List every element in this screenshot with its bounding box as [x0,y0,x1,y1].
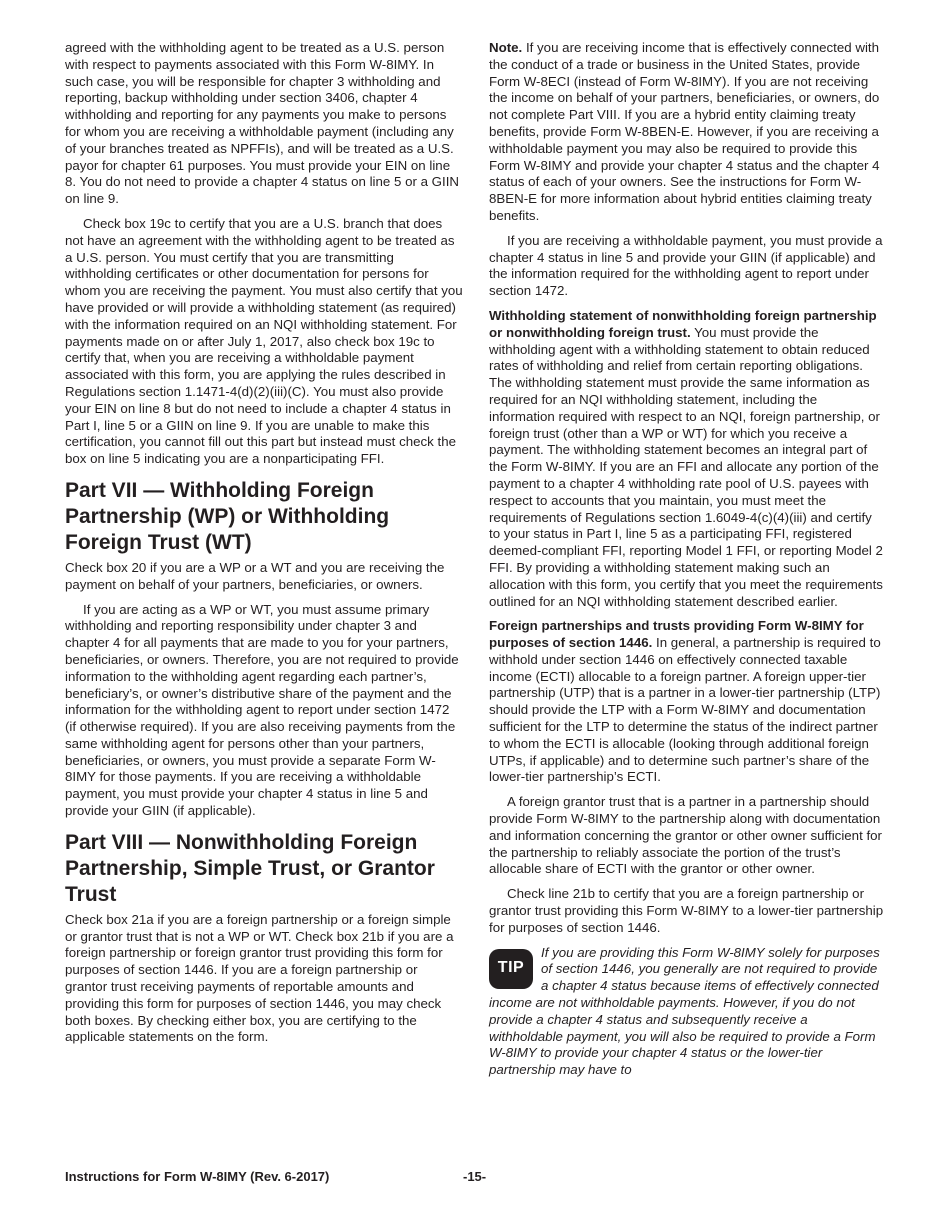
tip-icon [489,949,533,989]
tip-label: TIP [497,959,525,977]
page-number: -15- [463,1169,487,1184]
paragraph: agreed with the withholding agent to be treated as a U.S. person with respect to payments associated with this Form W-8IMY. In such case, you will be responsible for chapter 3 withholding and reporting, backup withholding under section 3406, chapter 4 withholding and reporting for any payments you make to persons for whom you are receiving a withholdable payment (including any of your branches treated as NPFFIs), and will be treated as a U.S. payor for chapter 61 purposes. You must provide your EIN on line 8. You do not need to provide a chapter 4 status on line 5 or a GIIN on line 9. [65,40,460,207]
heading-part-vii: Part VII — Withholding Foreign Partnership (WP) or Withholding Foreign Trust (WT) [65,478,390,554]
paragraph: Check box 19c to certify that you are a U.S. branch that does not have an agreement with the withholding agent to be treated as a U.S. person. You must certify that you are transmitting withholding certificates or other documentation for persons for whom you are receiving the payment. You must also certify that you have provided or will provide a withholding statement (as required) with the information required on an NQI withholding statement. For payments made on or after July 1, 2017, also check box 19c to certify that, when you are receiving a withholdable payment associated with this form, you are applying the rules described in Regulations section 1.1471-4(d)(2)(iii)(C). You must also provide your EIN on line 8 but do not need to include a chapter 4 status in Part I, line 5 or a GIIN on line 9. If you are unable to make this certification, you cannot fill out this part but instead must check the box on line 5 indicating you are a nonparticipating FFI. [65,215,463,467]
note-text: If you are receiving income that is effectively connected with the conduct of a trade or business in the United States, provide Form W-8ECI (instead of Form W-8IMY). If you are not receiving the income on behalf of your partners, beneficiaries, or owners, do not complete Part VIII. If you are a hybrid entity claiming treaty benefits, provide Form W-8BEN-E. However, if you are receiving a withholdable payment you may also be required to provide this Form W-8IMY and provide your chapter 4 status and the chapter 4 status of each of your owners. See the instructions for Form W-8BEN-E for more information about hybrid entities claiming treaty benefits. [489,40,880,223]
page-footer [65,1169,885,1187]
section-1446-heading: Foreign partnerships and trusts providing Form W-8IMY for purposes of section 1446. [489,618,864,651]
note-label: Note. [489,40,523,55]
paragraph: Check line 21b to certify that you are a foreign partnership or grantor trust providing this Form W-8IMY to a lower-tier partnership for purposes of section 1446. [489,886,884,935]
paragraph: Check box 20 if you are a WP or a WT and you are receiving the payment on behalf of your partners, beneficiaries, or owners. [65,559,445,592]
section-1446-text: In general, a partnership is required to withhold under section 1446 on effectively connected taxable income (ECTI) allocable to a foreign partner. A foreign upper-tier partnership (UTP) that is a partner in a lower-tier partnership (LTP) should provide the LTP with a Form W-8IMY and documentation sufficient for the LTP to determine the status of the indirect partner to whom the ECTI is allocable (looking through additional foreign UTPs, if applicable) and to determine such partner’s share of the lower-tier partnership’s ECTI. [489,635,881,785]
tip-box [489,945,885,1079]
paragraph: A foreign grantor trust that is a partner in a partnership should provide Form W-8IMY to the partnership along with documentation and information concerning the grantor or other owner sufficient for the partnership to reliably associate the portion of the trust’s allocable share of ECTI with the grantor or other owner. [489,794,882,877]
withholding-statement-paragraph [489,308,885,610]
footer-form-title: Instructions for Form W-8IMY (Rev. 6-2017) [65,1169,330,1184]
tip-text: If you are providing this Form W-8IMY solely for purposes of section 1446, you generally are not required to provide a chapter 4 status because items of effectively connected income are not withholdable payments. However, if you do not provide a chapter 4 status and subsequently receive a withholdable payment, you will also be required to provide a Form W-8IMY to provide your chapter 4 status or the lower-tier partnership may have to [489,944,880,1078]
section-1446-paragraph [489,618,885,786]
withholding-statement-heading: Withholding statement of nonwithholding foreign partnership or nonwithholding foreign trust. [489,307,877,340]
paragraph: If you are receiving a withholdable payment, you must provide a chapter 4 status in line 5 and provide your GIIN (if applicable) and the information required for the withholding agent to report under section 1472. [489,232,883,299]
paragraph: Check box 21a if you are a foreign partnership or a foreign simple or grantor trust that is not a WP or WT. Check box 21b if you are a foreign partnership or foreign grantor trust providing this form for purposes of section 1446. If you are a foreign partnership or grantor trust receiving payments of reportable amounts and providing this form for purposes of section 1446, you may check both boxes. By checking either box, you are certifying to the applicable statements on the form. [65,911,454,1045]
left-column [65,40,463,1054]
heading-part-viii: Part VIII — Nonwithholding Foreign Partnership, Simple Trust, or Grantor Trust [65,830,435,906]
right-column [489,40,885,1079]
withholding-statement-text: You must provide the withholding agent with a withholding statement to obtain reduced rates of withholding and relief from certain reporting obligations. The withholding statement must provide the same information as required for an NQI withholding statement, including the information required with respect to an NQI, foreign partnership, or foreign trust (other than a WP or WT) for which you receive a payment. The withholding statement becomes an integral part of the Form W-8IMY. If you are an FFI and allocate any portion of the payment to a chapter 4 withholding rate pool of U.S. payees with respect to accounts that you maintain, you must meet the requirements of Regulations section 1.6049-4(c)(4)(iii) and certify to your status in Part I, line 5 as a participating FFI, registered deemed-compliant FFI, reporting Model 1 FFI, or reporting Model 2 FFI. By providing a withholding statement making such an allocation with this form, you certify that you meet the requirements outlined for an NQI withholding statement described earlier. [489,324,883,609]
paragraph: If you are acting as a WP or WT, you must assume primary withholding and reporting responsibility under chapter 3 and chapter 4 for all payments that are made to you for your partners, beneficiaries, or owners. Therefore, you are not required to provide information to the withholding agent regarding each partner’s, beneficiary’s, or owner’s distributive share of the payment and the information for the withholding agent to report under section 1472 (if otherwise required). If you are also receiving payments from the same withholding agent for persons other than your partners, beneficiaries, or owners, you must provide a separate Form W-8IMY for those payments. If you are receiving a withholdable payment, you must provide your chapter 4 status in line 5 and provide your GIIN (if applicable). [65,601,459,819]
note-paragraph [489,40,885,225]
